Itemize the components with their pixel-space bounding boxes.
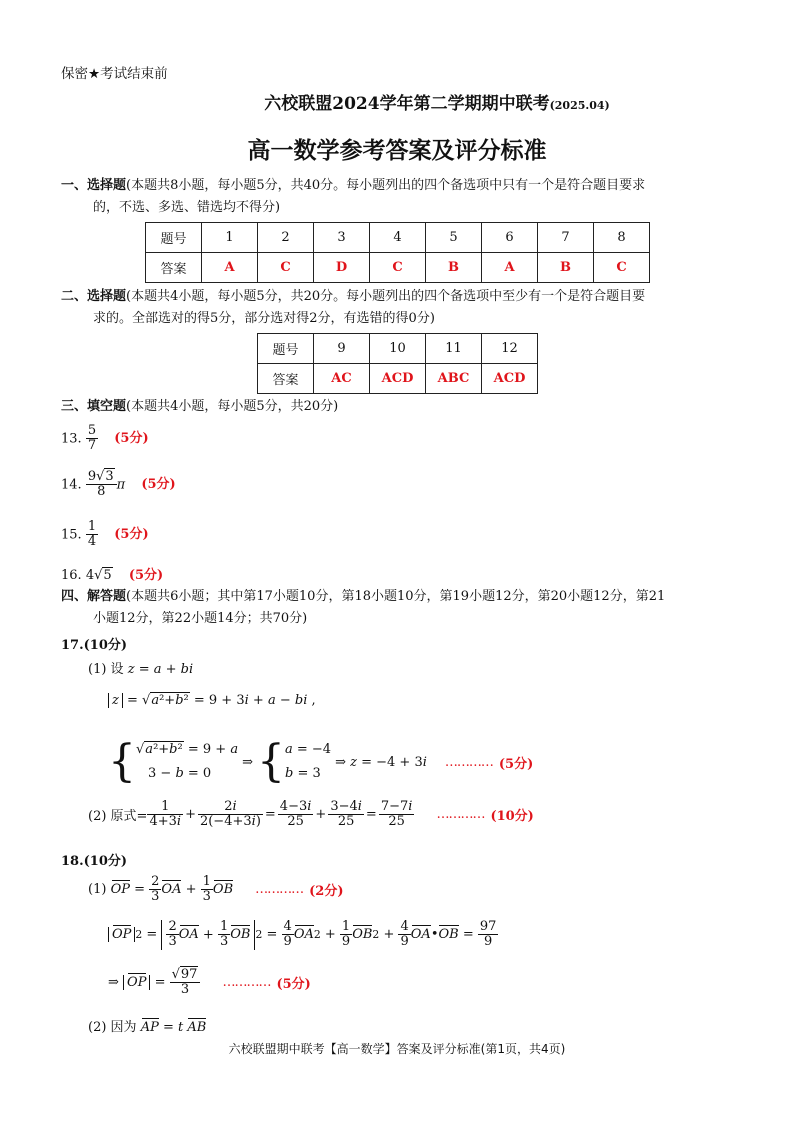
answer-cell: B: [426, 253, 482, 283]
confidential-tag: 保密★考试结束前: [61, 66, 168, 82]
q17-part2: (2) 原式= $\frac{1}{4+3i}$ + $\frac{2i}{2(-4+3i)}$ = $\frac{4-3i}{25}$ + $\frac{3-4i}{25}$ = $\frac{7-7i}{25}$ ………… (10分): [88, 799, 534, 830]
question-number: 6: [482, 223, 538, 253]
section-4-desc-1: (本题共6小题；其中第17小题10分，第18小题10分，第19小题12分，第20小题12分，第21: [126, 589, 666, 604]
answer-cell: ACD: [370, 364, 426, 394]
answer-cell: A: [482, 253, 538, 283]
question-number: 10: [370, 334, 426, 364]
question-number: 9: [314, 334, 370, 364]
answer-cell: ACD: [482, 364, 538, 394]
section-1-title: 一、选择题: [61, 178, 127, 193]
answer-cell: ABC: [426, 364, 482, 394]
question-number: 8: [594, 223, 650, 253]
question-number: 1: [202, 223, 258, 253]
exam-title: [0, 89, 794, 114]
question-number: 11: [426, 334, 482, 364]
q18-score-b: (5分): [276, 977, 311, 993]
section-2-desc-1: (本题共4小题，每小题5分，共20分。每小题列出的四个备选项中至少有一个是符合题目要: [126, 289, 646, 304]
q18-title: [61, 850, 127, 869]
item-number: 14.: [61, 477, 82, 493]
question-number: 5: [426, 223, 482, 253]
answer-cell: D: [314, 253, 370, 283]
pi-symbol: π: [116, 477, 126, 493]
left-brace-icon: {: [256, 736, 285, 787]
section-2-title: 二、选择题: [61, 289, 127, 304]
q18-step-1: OP 2 = $\frac{2}{3}$ OA + $\frac{1}{3}$ OB 2 = $\frac{4}{9}$ OA 2 + $\frac{1}{9}$ OB 2 + $\frac{4}{9}$ OA • OB = $\frac{97}{9}$: [108, 920, 498, 950]
section-4-heading: [61, 586, 741, 630]
q17-score: (10分): [83, 638, 128, 653]
q18-part1: (1) OP = $\frac{2}{3}$ OA + $\frac{1}{3}$ OB ………… (2分): [88, 874, 344, 905]
question-number: 7: [538, 223, 594, 253]
answer-cell: C: [258, 253, 314, 283]
item-number: 13.: [61, 431, 82, 447]
q17-number: 17.: [61, 638, 84, 653]
fill-item-15: [61, 520, 149, 550]
section-1-heading: [61, 175, 741, 219]
table-row: [146, 253, 650, 283]
answer-cell: B: [538, 253, 594, 283]
table-row: [258, 364, 538, 394]
q18-step-2: ⇒ OP = $\frac{√97}{3}$ ………… (5分): [108, 967, 311, 998]
item-number: 16.: [61, 568, 82, 583]
row-label: 答案: [258, 364, 314, 394]
dot-leader: …………: [444, 754, 493, 770]
row-label: 题号: [258, 334, 314, 364]
question-number: 2: [258, 223, 314, 253]
section-3-heading: [61, 396, 741, 418]
question-number: 3: [314, 223, 370, 253]
part-label: (2) 原式=: [88, 809, 148, 825]
section-1-desc-1: (本题共8小题，每小题5分，共40分。每小题列出的四个备选项中只有一个是符合题目要求: [126, 178, 646, 193]
section-4-desc-2: 小题12分，第22小题14分；共70分): [93, 611, 308, 626]
answer-cell: A: [202, 253, 258, 283]
exam-title-text: 六校联盟2024学年第二学期期中联考: [264, 94, 550, 114]
table-row: [258, 334, 538, 364]
item-number: 15.: [61, 527, 82, 543]
answer-cell: AC: [314, 364, 370, 394]
q18-score: (10分): [83, 854, 128, 869]
dot-leader: …………: [222, 975, 271, 991]
q18-number: 18.: [61, 854, 84, 869]
part-label: (1): [88, 882, 107, 898]
item-score: (5分): [141, 477, 176, 493]
section-2-heading: [61, 286, 741, 330]
fill-item-14: [61, 470, 176, 500]
part-label: (1) 设: [88, 662, 124, 677]
page-footer: 六校联盟期中联考【高一数学】答案及评分标准(第1页，共4页): [228, 1042, 566, 1056]
question-number: 12: [482, 334, 538, 364]
dot-leader: …………: [436, 807, 485, 823]
q17-score-b: (10分): [490, 809, 534, 825]
q17-score-a: (5分): [498, 756, 534, 772]
item-score: (5分): [128, 568, 164, 583]
answer-16: 4√5: [85, 568, 112, 583]
answer-cell: C: [594, 253, 650, 283]
q17-part1: (1) 设 z = a + bi: [88, 662, 194, 677]
section-1-desc-2: 的，不选、多选、错选均不得分): [93, 200, 281, 215]
table-row: [146, 223, 650, 253]
answer-13: $\frac{5}{7}$: [87, 423, 97, 454]
answer-15: $\frac{1}{4}$: [87, 519, 97, 550]
row-label: 答案: [146, 253, 202, 283]
item-score: (5分): [114, 527, 149, 543]
q17-step-1: z = √a²+b² = 9 + 3i + a − bi ,: [108, 693, 316, 708]
section-2-desc-2: 求的。全部选对的得5分，部分选对得2分，有选错的得0分): [93, 311, 435, 326]
fill-item-16: [61, 564, 163, 583]
answer-cell: C: [370, 253, 426, 283]
section-3-title: 三、填空题: [61, 399, 127, 414]
dot-leader: …………: [255, 882, 304, 898]
row-label: 题号: [146, 223, 202, 253]
section-2-answer-table: [257, 333, 538, 394]
exam-date: (2025.04): [549, 99, 610, 112]
q17-title: [61, 634, 127, 653]
q18-part2: (2) 因为 AP = t AB: [88, 1020, 207, 1035]
answer-14: $\frac{9√3}{8}$: [86, 470, 117, 500]
part-label: (2) 因为: [88, 1020, 137, 1035]
left-brace-icon: {: [108, 736, 136, 787]
q17-system: { √a²+b² = 9 + a 3 − b = 0 ⇒ { a = −4 b = 3 ⇒ z = −4 + 3i ………… (5分): [108, 736, 534, 787]
fill-item-13: [61, 424, 149, 454]
item-score: (5分): [114, 431, 149, 447]
section-4-title: 四、解答题: [61, 589, 127, 604]
section-3-desc: (本题共4小题，每小题5分，共20分): [126, 399, 339, 414]
q18-score-a: (2分): [309, 884, 344, 900]
section-1-answer-table: [145, 222, 650, 283]
question-number: 4: [370, 223, 426, 253]
document-title: 高一数学参考答案及评分标准: [247, 137, 547, 164]
